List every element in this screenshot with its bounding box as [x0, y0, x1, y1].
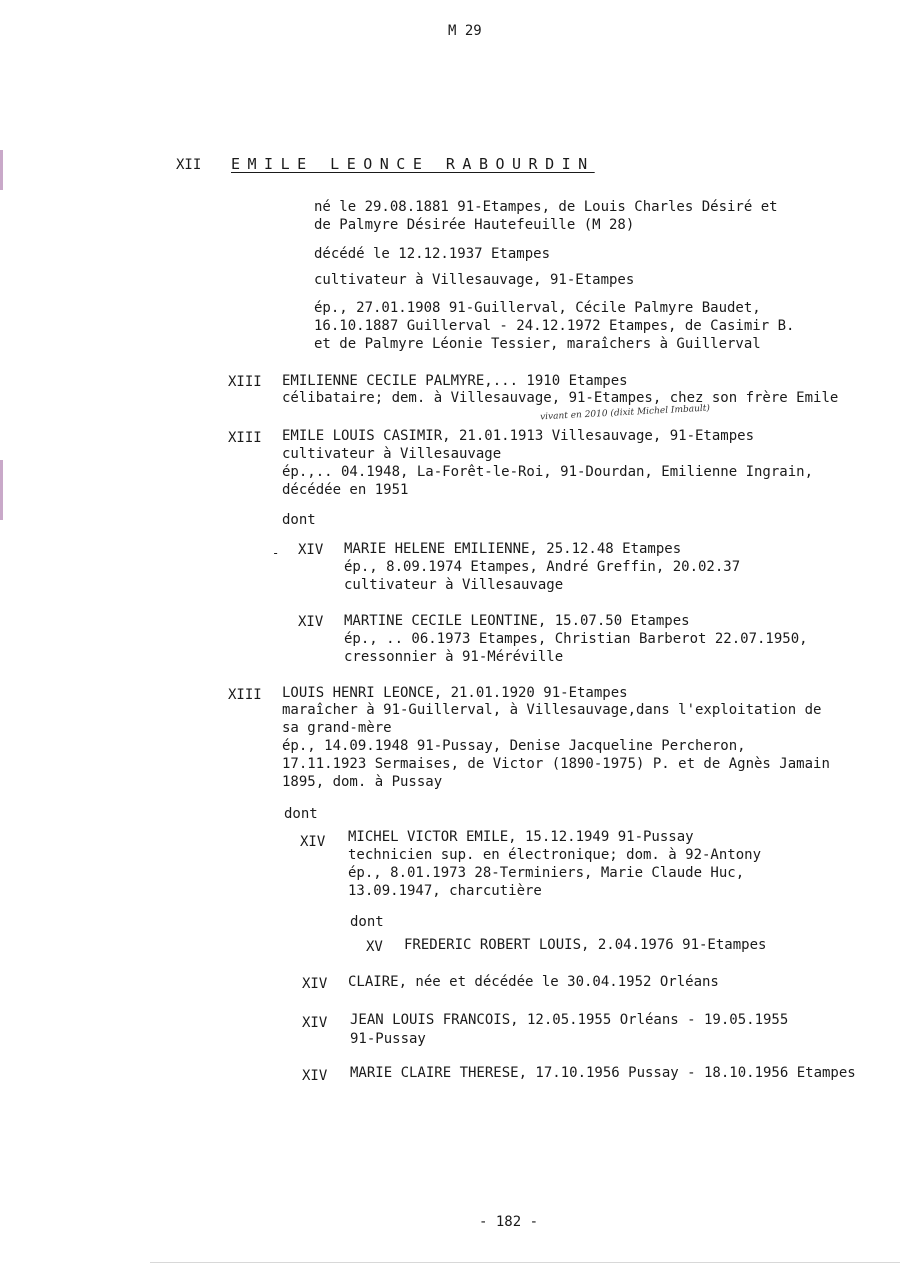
generation-label: XIII: [228, 430, 262, 446]
child-line: ép.,.. 04.1948, La-Forêt-le-Roi, 91-Dourdan, Emilienne Ingrain,: [282, 464, 814, 480]
generation-label: XIV: [302, 976, 328, 992]
grandchild-line: ép., 8.09.1974 Etampes, André Greffin, 20.02.37: [344, 559, 741, 575]
generation-label: XII: [176, 157, 202, 173]
main-line: décédé le 12.12.1937 Etampes: [314, 246, 551, 262]
generation-label: XIV: [302, 1015, 328, 1031]
child-line: célibataire; dem. à Villesauvage, 91-Etampes, chez son frère Emile: [282, 390, 839, 406]
grandchild-line: ép., 8.01.1973 28-Terminiers, Marie Claude Huc,: [348, 865, 745, 881]
child-line: EMILIENNE CECILE PALMYRE,... 1910 Etampes: [282, 373, 628, 389]
scan-bottom-edge: [150, 1262, 900, 1263]
main-person-name: EMILE LEONCE RABOURDIN: [231, 155, 595, 173]
grandchild-line: MARIE HELENE EMILIENNE, 25.12.48 Etampes: [344, 541, 682, 557]
generation-label: XIV: [302, 1068, 328, 1084]
grandchild-line: MARTINE CECILE LEONTINE, 15.07.50 Etampes: [344, 613, 690, 629]
child-line: sa grand-mère: [282, 720, 392, 736]
main-line: cultivateur à Villesauvage, 91-Etampes: [314, 272, 635, 288]
great-grandchild-line: FREDERIC ROBERT LOUIS, 2.04.1976 91-Etampes: [404, 937, 767, 953]
grandchild-line: JEAN LOUIS FRANCOIS, 12.05.1955 Orléans - 19.05.1955: [350, 1012, 789, 1028]
child-line: 17.11.1923 Sermaises, de Victor (1890-1975) P. et de Agnès Jamain: [282, 756, 830, 772]
dont-label: dont: [350, 914, 384, 930]
page-reference: M 29: [448, 23, 482, 39]
main-line: ép., 27.01.1908 91-Guillerval, Cécile Palmyre Baudet,: [314, 300, 761, 316]
main-line: et de Palmyre Léonie Tessier, maraîchers à Guillerval: [314, 336, 761, 352]
page-number: - 182 -: [479, 1214, 539, 1230]
main-line: né le 29.08.1881 91-Etampes, de Louis Charles Désiré et: [314, 199, 778, 215]
pencil-mark: -: [272, 546, 280, 560]
child-line: LOUIS HENRI LEONCE, 21.01.1920 91-Etampes: [282, 685, 628, 701]
grandchild-line: CLAIRE, née et décédée le 30.04.1952 Orléans: [348, 974, 719, 990]
child-line: maraîcher à 91-Guillerval, à Villesauvage,dans l'exploitation de: [282, 702, 822, 718]
generation-label: XV: [366, 939, 383, 955]
child-line: décédée en 1951: [282, 482, 409, 498]
grandchild-line: cressonnier à 91-Méréville: [344, 649, 564, 665]
dont-label: dont: [284, 806, 318, 822]
handwritten-annotation: vivant en 2010 (dixit Michel Imbault): [539, 403, 711, 423]
grandchild-line: 91-Pussay: [350, 1031, 426, 1047]
grandchild-line: 13.09.1947, charcutière: [348, 883, 542, 899]
grandchild-line: technicien sup. en électronique; dom. à 92-Antony: [348, 847, 762, 863]
grandchild-line: ép., .. 06.1973 Etampes, Christian Barberot 22.07.1950,: [344, 631, 808, 647]
scan-edge-mark: [0, 150, 3, 190]
dont-label: dont: [282, 512, 316, 528]
scan-edge-mark: [0, 460, 3, 520]
grandchild-line: MARIE CLAIRE THERESE, 17.10.1956 Pussay - 18.10.1956 Etampes: [350, 1065, 856, 1081]
child-line: EMILE LOUIS CASIMIR, 21.01.1913 Villesauvage, 91-Etampes: [282, 428, 755, 444]
grandchild-line: cultivateur à Villesauvage: [344, 577, 564, 593]
generation-label: XIV: [300, 834, 326, 850]
child-line: ép., 14.09.1948 91-Pussay, Denise Jacqueline Percheron,: [282, 738, 746, 754]
main-line: de Palmyre Désirée Hautefeuille (M 28): [314, 217, 635, 233]
generation-label: XIV: [298, 614, 324, 630]
child-line: 1895, dom. à Pussay: [282, 774, 443, 790]
child-line: cultivateur à Villesauvage: [282, 446, 502, 462]
generation-label: XIII: [228, 687, 262, 703]
generation-label: XIV: [298, 542, 324, 558]
grandchild-line: MICHEL VICTOR EMILE, 15.12.1949 91-Pussay: [348, 829, 694, 845]
main-line: 16.10.1887 Guillerval - 24.12.1972 Etampes, de Casimir B.: [314, 318, 795, 334]
generation-label: XIII: [228, 374, 262, 390]
